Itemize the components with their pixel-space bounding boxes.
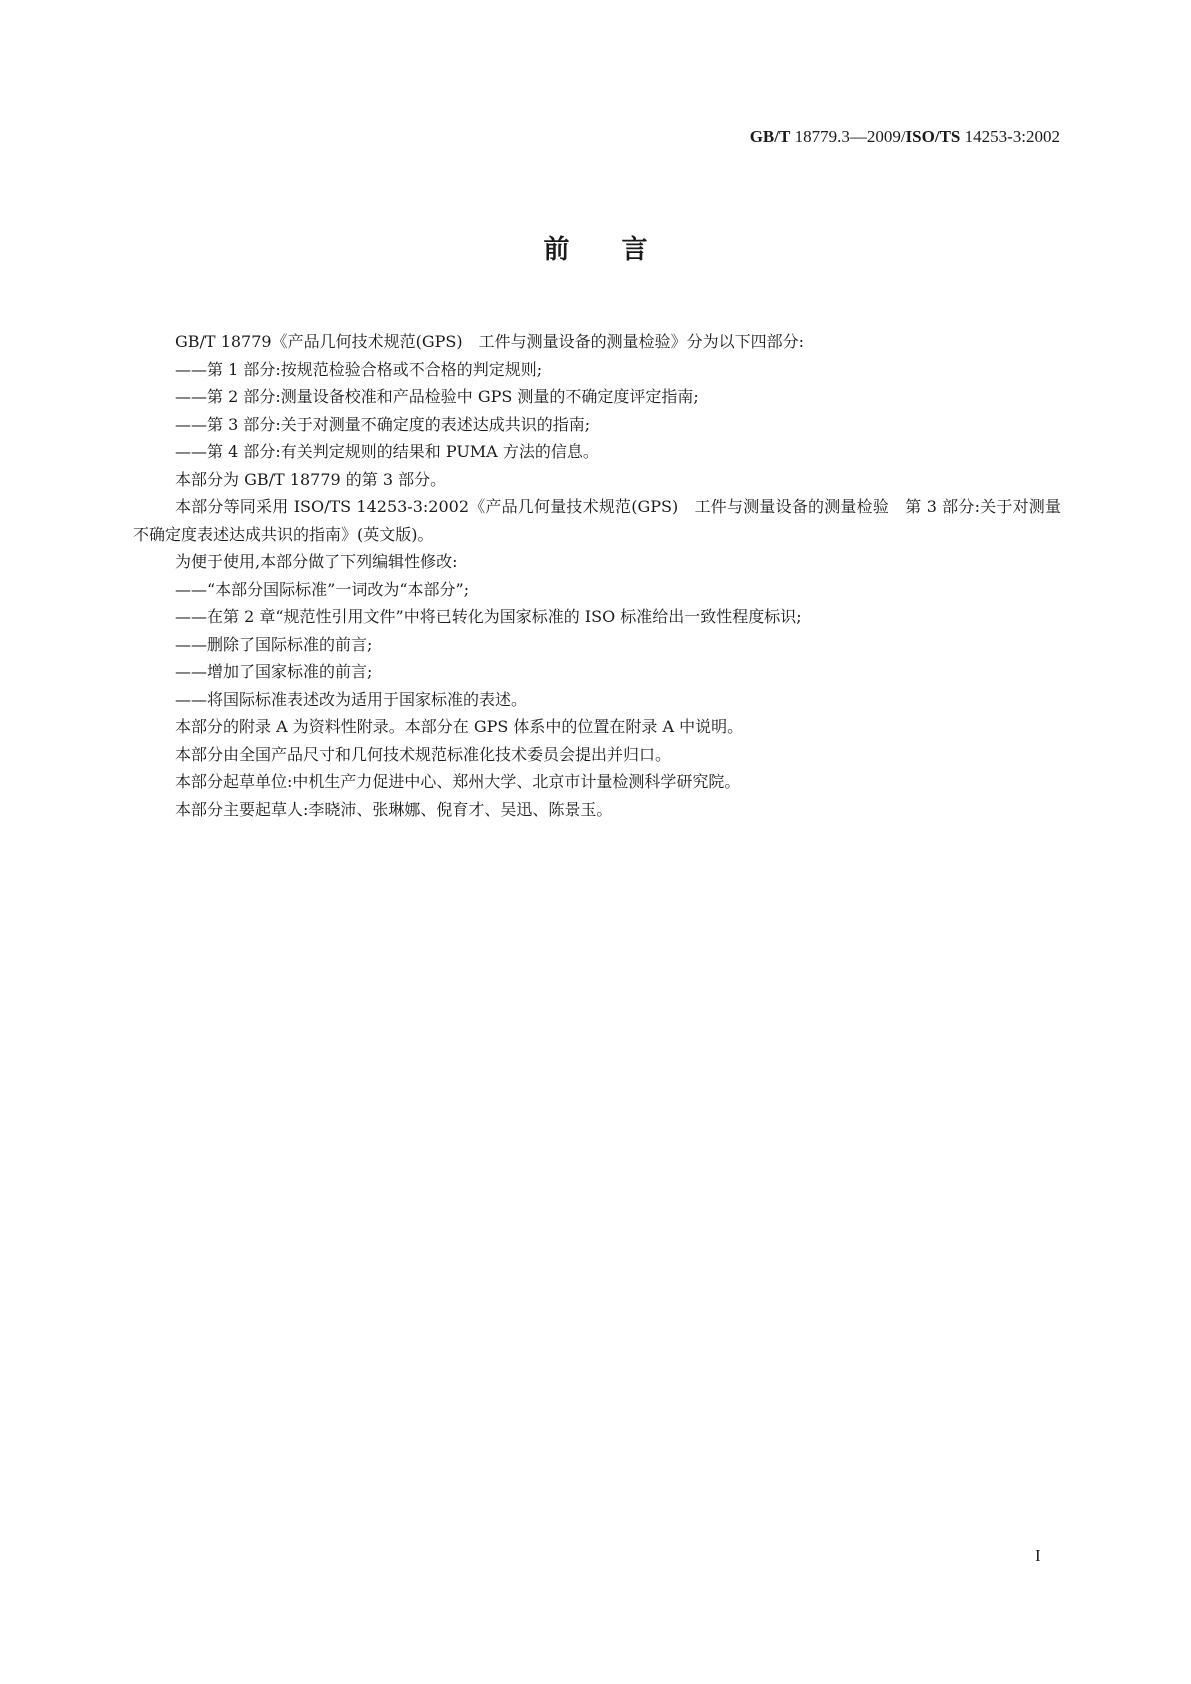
page-number: I [1035, 1546, 1041, 1565]
standard-gb-number: 18779.3—2009/ [794, 127, 906, 146]
list-item-edit-3: ——删除了国际标准的前言; [175, 634, 373, 654]
list-item-part-2: ——第 2 部分:测量设备校准和产品检验中 GPS 测量的不确定度评定指南; [175, 387, 699, 406]
list-item-part-3: ——第 3 部分:关于对测量不确定度的表述达成共识的指南; [175, 414, 591, 434]
paragraph-drafting-units: 本部分起草单位:中机生产力促进中心、郑州大学、北京市计量检测科学研究院。 [175, 772, 741, 791]
page-title: 前言 [543, 235, 700, 265]
paragraph-adoption: 本部分等同采用 ISO/TS 14253-3:2002《产品几何量技术规范(GPS) 工件与测量设备的测量检验 第 3 部分:关于对测量不确定度表述达成共识的指南》(英文版)。 [133, 497, 1061, 544]
list-item-edit-5: ——将国际标准表述改为适用于国家标准的表述。 [175, 689, 528, 709]
paragraph-proposer: 本部分由全国产品尺寸和几何技术规范标准化技术委员会提出并归口。 [175, 744, 672, 764]
list-item-part-1: ——第 1 部分:按规范检验合格或不合格的判定规则; [175, 359, 543, 379]
paragraph-drafters: 本部分主要起草人:李晓沛、张琳娜、倪育才、吴迅、陈景玉。 [175, 799, 613, 819]
paragraph-series-intro: GB/T 18779《产品几何技术规范(GPS) 工件与测量设备的测量检验》分为以下四部分: [175, 332, 804, 351]
standard-iso-number: 14253-3:2002 [964, 127, 1060, 146]
standard-iso-code: ISO/TS [905, 127, 961, 146]
paragraph-edits-intro: 为便于使用,本部分做了下列编辑性修改: [175, 552, 458, 571]
paragraph-annex: 本部分的附录 A 为资料性附录。本部分在 GPS 体系中的位置在附录 A 中说明。 [175, 717, 744, 736]
paragraph-part-statement: 本部分为 GB/T 18779 的第 3 部分。 [175, 469, 447, 489]
standard-gb-code: GB/T [749, 127, 791, 146]
list-item-edit-1: ——“本部分国际标准”一词改为“本部分”; [175, 579, 470, 599]
standard-number-header [750, 127, 1060, 147]
foreword-body [133, 328, 1061, 823]
list-item-edit-2: ——在第 2 章“规范性引用文件”中将已转化为国家标准的 ISO 标准给出一致性程度标识; [175, 607, 802, 626]
list-item-edit-4: ——增加了国家标准的前言; [175, 662, 373, 681]
list-item-part-4: ——第 4 部分:有关判定规则的结果和 PUMA 方法的信息。 [175, 442, 599, 461]
